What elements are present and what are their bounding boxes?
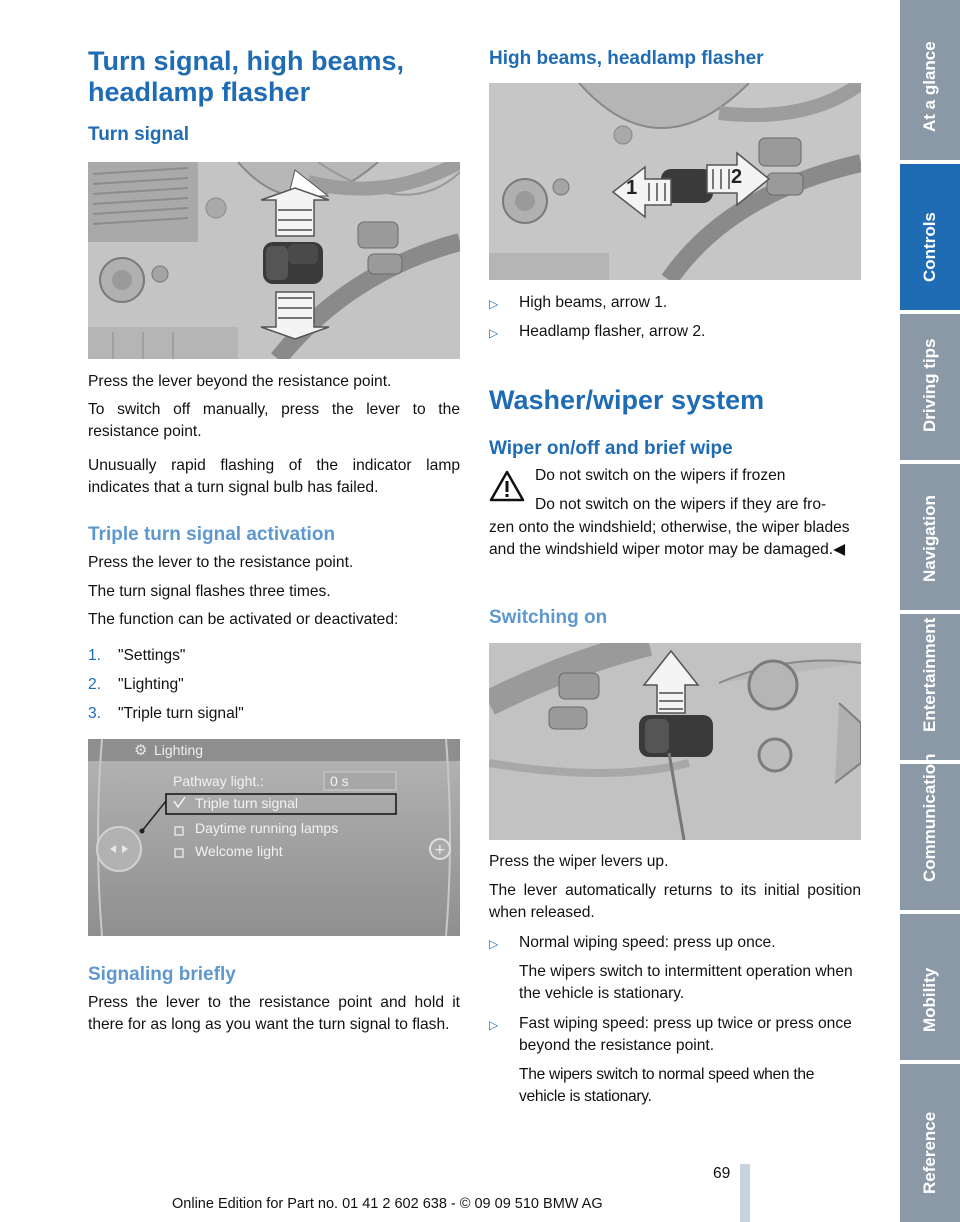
tab-reference[interactable] xyxy=(900,1064,960,1222)
turn-signal-figure xyxy=(88,162,460,359)
tab-label: Navigation xyxy=(920,495,939,582)
wiper-lever-figure xyxy=(489,643,861,840)
footer-edition-text: Online Edition for Part no. 01 41 2 602 638 - © 09 09 510 BMW AG xyxy=(172,1196,603,1212)
switching-p1: Press the wiper levers up. xyxy=(489,853,669,870)
tab-label: Controls xyxy=(920,212,939,282)
page-number: 69 xyxy=(713,1165,731,1182)
arrow-1-label: 1 xyxy=(626,177,638,199)
step-number: 2. xyxy=(88,676,102,693)
triangle-bullet-icon: ▷ xyxy=(489,937,499,951)
step-text: "Triple turn signal" xyxy=(118,705,244,722)
bullet-text: Fast wiping speed: press up twice or press once beyond the resistance point. xyxy=(519,1015,852,1054)
step-number: 3. xyxy=(88,705,102,722)
triangle-bullet-icon: ▷ xyxy=(489,326,499,340)
bullet-text: High beams, arrow 1. xyxy=(519,294,668,311)
tab-label: At a glance xyxy=(920,41,939,132)
wiper-heading: Wiper on/off and brief wipe xyxy=(489,438,733,459)
warning-icon xyxy=(489,468,525,504)
turn-signal-p3: Unusually rapid flashing of the indicator lamp indicates that a turn signal bulb has failed. xyxy=(88,457,460,496)
arrow-2-label: 2 xyxy=(731,166,743,188)
svg-text:+: + xyxy=(434,842,446,858)
warning-text-first: Do not switch on the wipers if they are fro- xyxy=(535,496,827,513)
tab-controls[interactable] xyxy=(900,164,960,310)
menu-item-triple-turn-signal[interactable]: Triple turn signal xyxy=(195,795,298,811)
tab-driving-tips[interactable] xyxy=(900,314,960,460)
gear-icon: ⚙ xyxy=(134,742,148,759)
bullet-text: Headlamp flasher, arrow 2. xyxy=(519,323,706,340)
bullet-sub-text: The wipers switch to normal speed when the vehicle is stationary. xyxy=(519,1066,815,1105)
warning-text-rest: zen onto the windshield; otherwise, the wiper blades and the windshield wiper motor may be damaged.◀ xyxy=(489,519,850,558)
high-beams-heading: High beams, headlamp flasher xyxy=(489,48,764,69)
tab-label: Communication xyxy=(920,753,939,882)
page-number-bar xyxy=(740,1164,750,1222)
tab-communication[interactable] xyxy=(900,753,960,910)
pathway-label: Pathway light.: xyxy=(173,773,265,789)
signaling-heading: Signaling briefly xyxy=(88,964,236,985)
menu-item-daytime-running-lamps[interactable]: Daytime running lamps xyxy=(195,820,339,836)
tab-mobility[interactable] xyxy=(900,914,960,1060)
tab-label: Reference xyxy=(920,1111,939,1194)
tab-navigation[interactable] xyxy=(900,464,960,610)
triple-p2: The turn signal flashes three times. xyxy=(88,583,331,600)
switching-heading: Switching on xyxy=(489,607,608,628)
washer-title: Washer/wiper system xyxy=(489,385,765,415)
turn-signal-p1: Press the lever beyond the resistance point. xyxy=(88,373,392,390)
tab-entertainment[interactable] xyxy=(900,614,960,760)
tab-label: Entertainment xyxy=(920,617,939,732)
switching-p2: The lever automatically returns to its initial position when released. xyxy=(489,882,861,921)
pathway-value[interactable]: 0 s xyxy=(330,773,349,789)
triple-heading: Triple turn signal activation xyxy=(88,524,336,545)
bullet-sub-text: The wipers switch to intermittent operation when the vehicle is stationary. xyxy=(519,963,853,1002)
step-text: "Settings" xyxy=(118,647,186,664)
high-beams-figure xyxy=(489,83,861,280)
bullet-text: Normal wiping speed: press up once. xyxy=(519,934,776,951)
screen-title: Lighting xyxy=(154,742,204,758)
step-text: "Lighting" xyxy=(118,676,184,693)
lighting-screen-figure xyxy=(88,739,460,936)
triple-p3: The function can be activated or deactivated: xyxy=(88,611,399,628)
warning-title: Do not switch on the wipers if frozen xyxy=(535,467,786,484)
signaling-p1: Press the lever to the resistance point and hold it there for as long as you want the turn signal to flash. xyxy=(88,994,460,1033)
triple-p1: Press the lever to the resistance point. xyxy=(88,554,354,571)
tab-label: Mobility xyxy=(920,967,939,1032)
triangle-bullet-icon: ▷ xyxy=(489,1018,499,1032)
tab-label: Driving tips xyxy=(920,338,939,432)
tab-at-a-glance[interactable] xyxy=(900,0,960,160)
page-title: Turn signal, high beams, headlamp flasher xyxy=(88,46,405,107)
turn-signal-heading: Turn signal xyxy=(88,124,189,145)
menu-item-welcome-light[interactable]: Welcome light xyxy=(195,843,283,859)
step-number: 1. xyxy=(88,647,102,664)
turn-signal-p2: To switch off manually, press the lever to the resistance point. xyxy=(88,401,460,440)
triangle-bullet-icon: ▷ xyxy=(489,297,499,311)
chapter-sidebar xyxy=(900,0,960,1222)
